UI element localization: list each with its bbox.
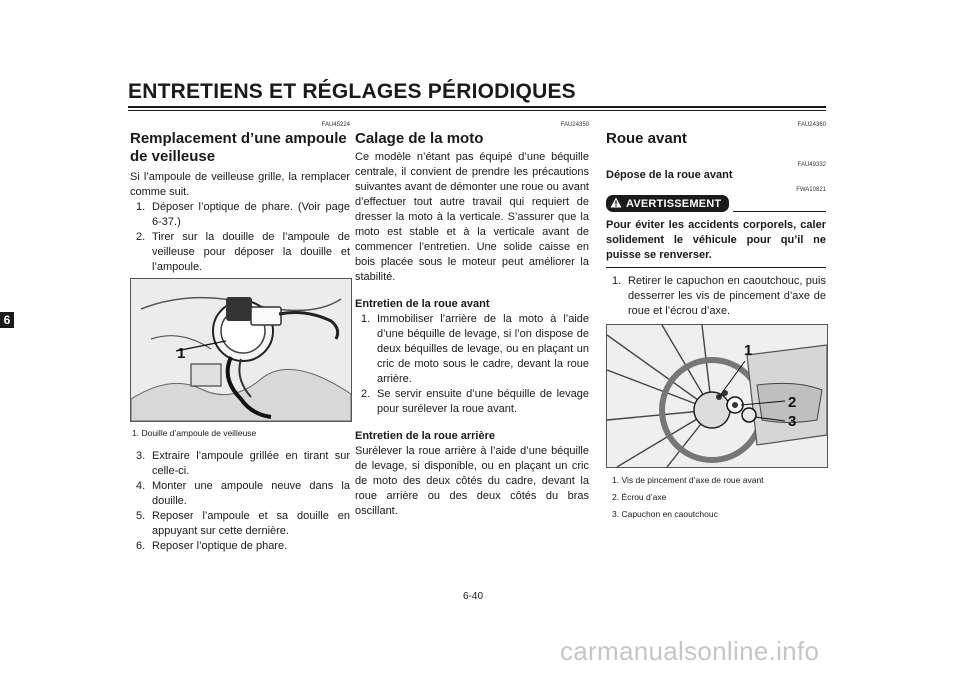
- caption-item: 3. Capuchon en caoutchouc: [612, 509, 718, 519]
- header-rule-thin: [128, 110, 826, 111]
- front-wheel-illustration: [607, 325, 827, 467]
- warning-header: [606, 195, 826, 212]
- list-item: 4. Monter une ampoule neuve dans la douille.: [136, 480, 350, 507]
- steps-continued: [130, 449, 350, 554]
- chapter-tab: 6: [0, 312, 14, 328]
- figure-captions: [612, 474, 826, 521]
- section-code: FAU24350: [560, 122, 589, 128]
- intro-paragraph: Si l’ampoule de veilleuse grille, la remplacer comme suit.: [130, 171, 350, 198]
- list-item: 2. Se servir ensuite d’une béquille de levage pour surélever la roue avant.: [361, 388, 589, 415]
- section-code: FAU49332: [797, 162, 826, 168]
- section-code: FAU24360: [797, 122, 826, 128]
- watermark: carmanualsonline.info: [560, 636, 820, 666]
- section-body: [606, 274, 826, 319]
- warning-text: Pour éviter les accidents corporels, caler solidement le véhicule pour qu’il ne puisse se renverser.: [606, 218, 826, 268]
- front-wheel-photo: [606, 324, 828, 468]
- page-number: 6-40: [463, 591, 484, 602]
- subheading-rear: Entretien de la roue arrière: [355, 430, 495, 442]
- list-item: 5. Reposer l’ampoule et sa douille en appuyant sur cette dernière.: [136, 510, 350, 537]
- list-item: 2. Tirer sur la douille de l’ampoule de veilleuse pour déposer la douille et l’ampoule.: [136, 231, 350, 273]
- warning-icon: [610, 197, 622, 208]
- list-item: 1. Immobiliser l’arrière de la moto à l’aide d’une béquille de levage, si l’on dispose de deux béquilles de levage, ou en plaçant un cric de moto sous le cadre, devant la roue arrière.: [361, 313, 589, 385]
- list-item: 1. Retirer le capuchon en caoutchouc, puis desserrer les vis de pincement d’axe de roue et l’écrou d’axe.: [612, 275, 826, 317]
- section-heading: Calage de la moto: [355, 130, 484, 147]
- section-heading: Remplacement d’une ampoule de veilleuse: [130, 130, 347, 165]
- warning-label: AVERTISSEMENT: [626, 198, 722, 210]
- warning-code: FWA10821: [796, 187, 826, 193]
- caption-item: 2. Écrou d’axe: [612, 492, 667, 502]
- intro-paragraph: Ce modèle n’étant pas équipé d’une béquille centrale, il convient de prendre les précautions suivantes avant de démonter une roue ou avant d’effectuer tout autre travail qui requiert de dresser la moto à la verticale. S’assurer que la moto est stable et à la verticale avant de commencer l’entretien. Une solide caisse en bois placée sous le moteur peut améliorer la stabilité.: [355, 151, 589, 283]
- figure-caption: 1. Douille d’ampoule de veilleuse: [132, 428, 257, 438]
- subheading-removal: Dépose de la roue avant: [606, 169, 733, 181]
- list-item: 6. Reposer l’optique de phare.: [136, 540, 288, 552]
- bulb-socket-photo: [130, 278, 352, 422]
- warning-rule: [733, 211, 826, 212]
- subheading-front: Entretien de la roue avant: [355, 298, 490, 310]
- column-3: [606, 122, 826, 319]
- figure-callout-2: 2: [788, 394, 797, 411]
- section-body: [355, 150, 589, 519]
- rear-paragraph: Surélever la roue arrière à l’aide d’une béquille de levage, si disponible, ou en plaçant un cric de moto des deux côtés du cadre, devant la roue arrière ou des deux côtés du bras oscillant.: [355, 445, 589, 517]
- list-item: 3. Extraire l’ampoule grillée en tirant sur celle-ci.: [136, 450, 350, 477]
- front-steps: [355, 312, 589, 417]
- page-title: ENTRETIENS ET RÉGLAGES PÉRIODIQUES: [128, 80, 576, 103]
- header-rule: [128, 106, 826, 108]
- section-code: FAU45224: [321, 122, 350, 128]
- column-1: [130, 122, 350, 275]
- bulb-socket-illustration: [131, 279, 351, 421]
- column-2: [355, 122, 589, 519]
- figure-callout: 1: [177, 345, 186, 362]
- section-heading: Roue avant: [606, 130, 687, 147]
- steps-list: [130, 200, 350, 275]
- list-item: 1. Déposer l’optique de phare. (Voir page 6-37.): [136, 201, 350, 228]
- section-body: [130, 170, 350, 275]
- figure-callout-3: 3: [788, 413, 797, 430]
- caption-item: 1. Vis de pincement d’axe de roue avant: [612, 475, 764, 485]
- figure-callout-1: 1: [744, 342, 753, 359]
- warning-badge: [606, 195, 729, 212]
